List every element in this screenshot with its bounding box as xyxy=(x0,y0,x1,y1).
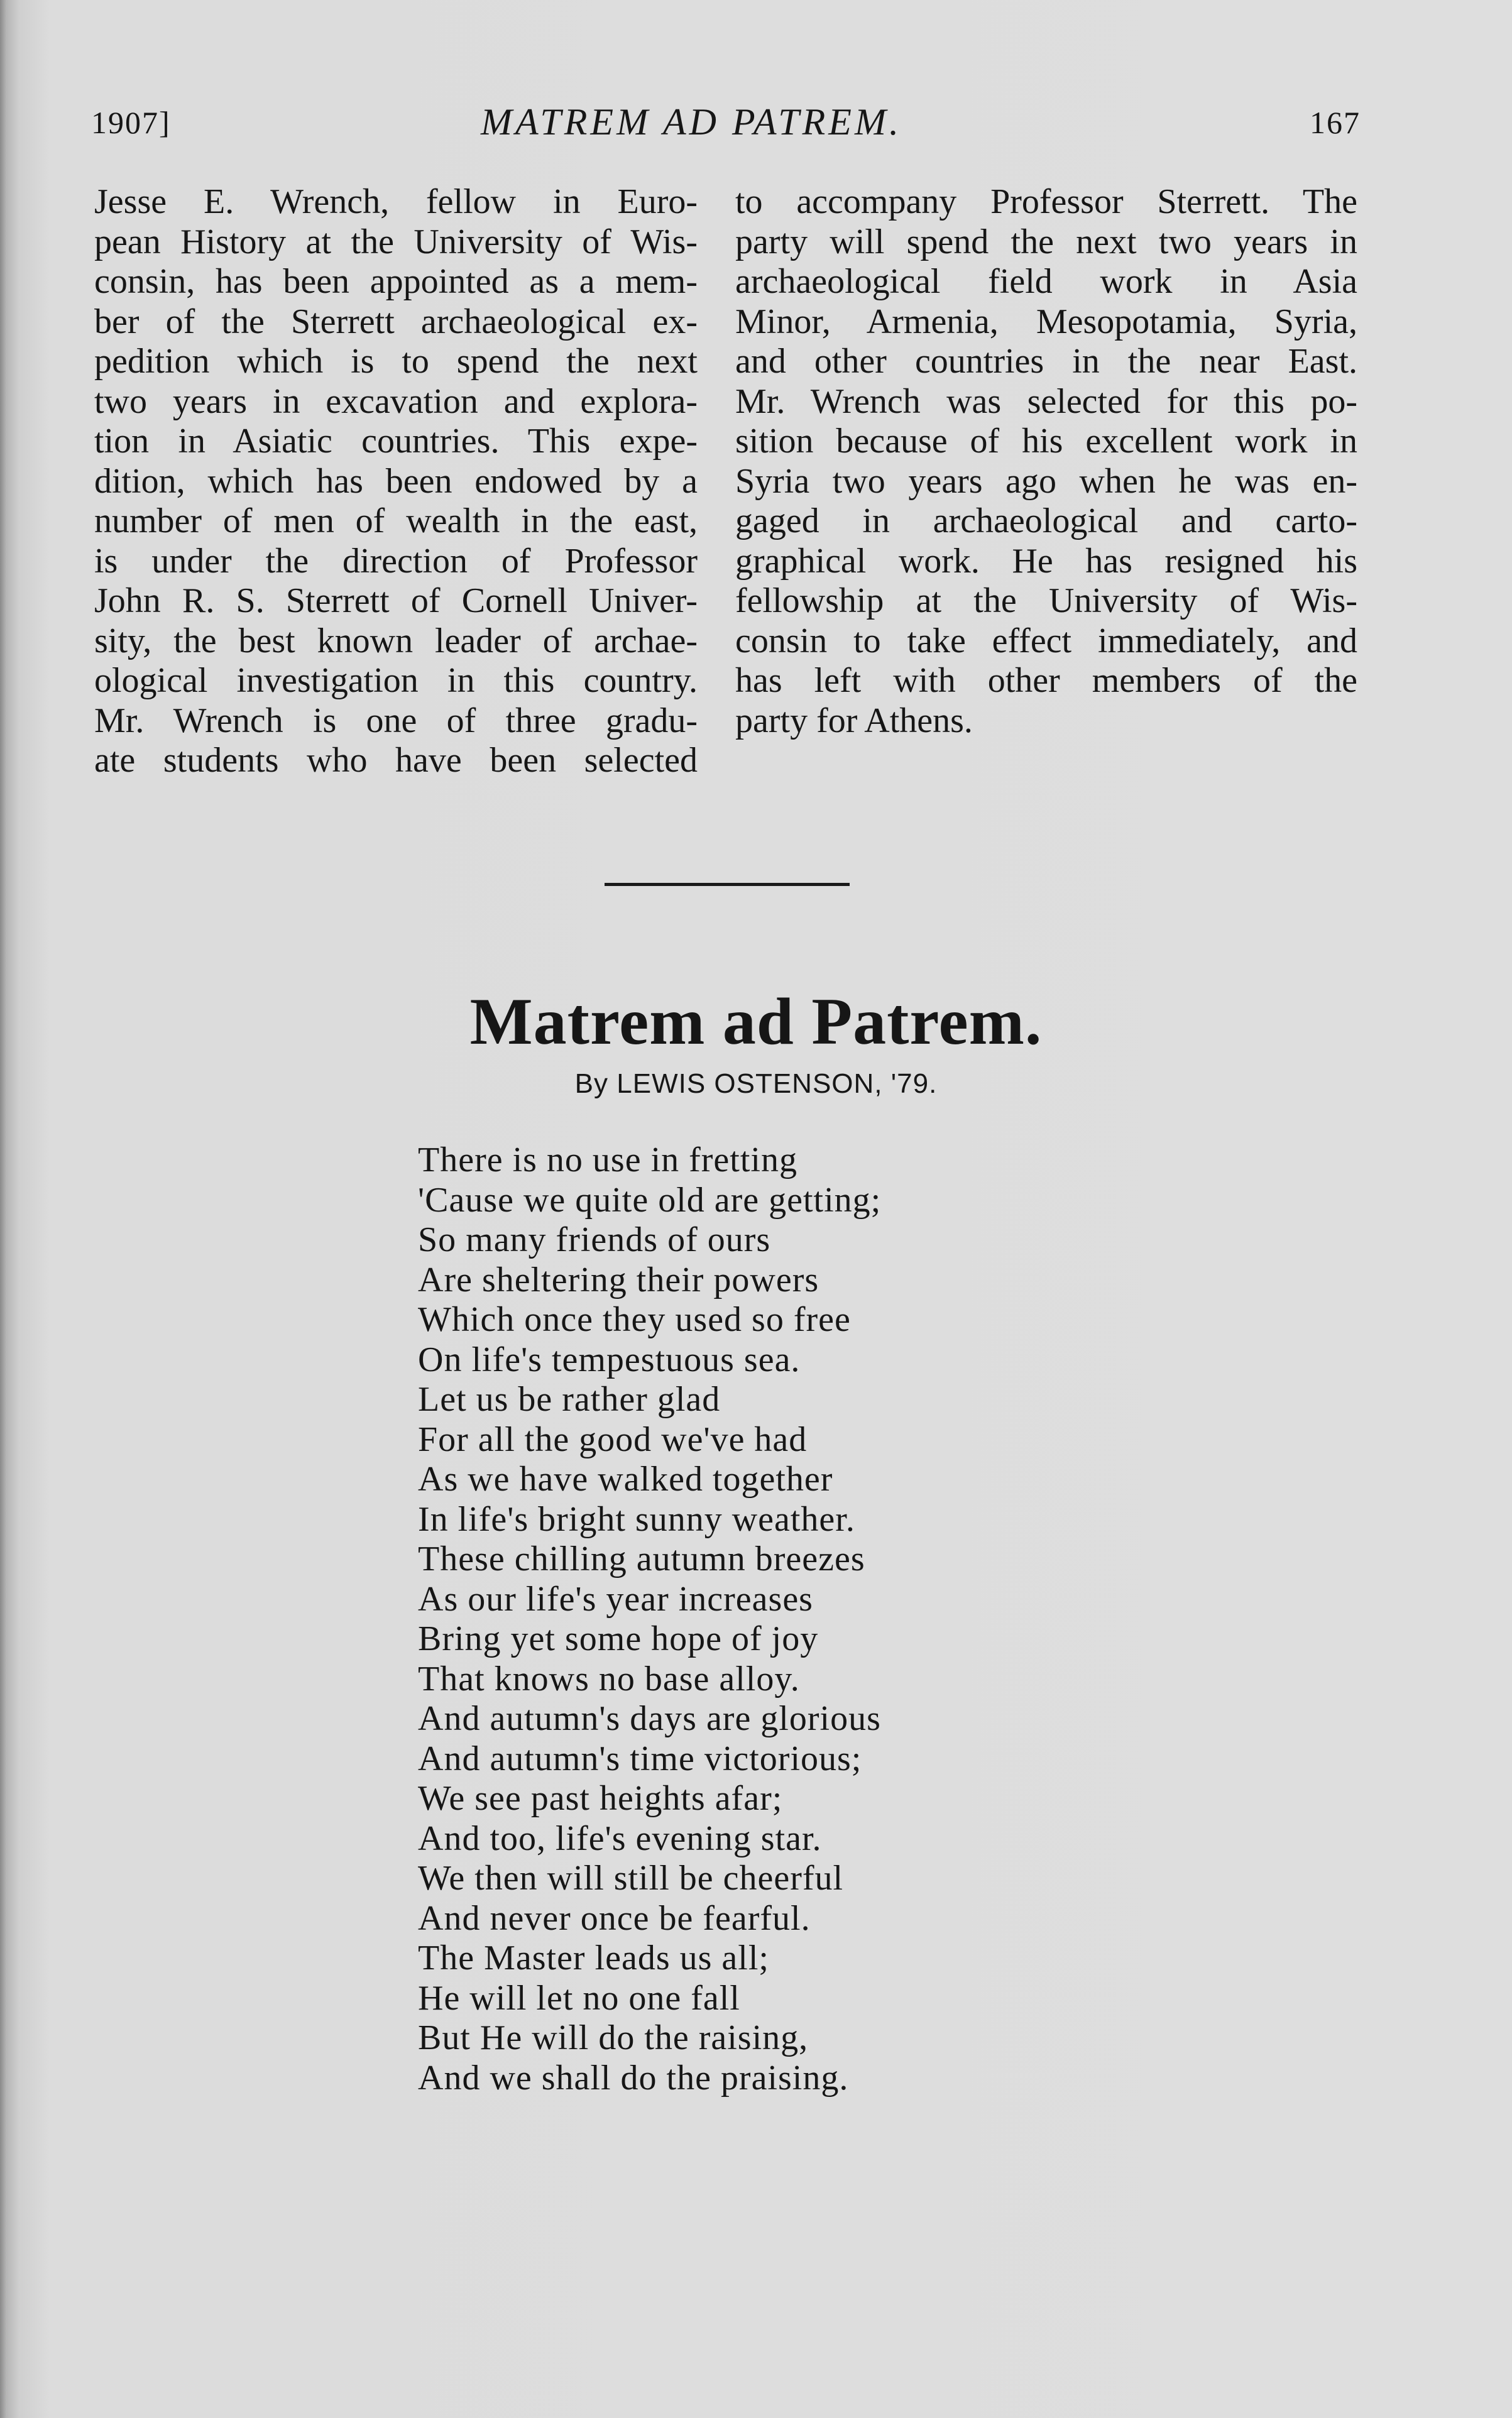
poem-line: Which once they used so free xyxy=(418,1300,851,1339)
article-line: Syria two years ago when he was en- xyxy=(735,461,1357,501)
article-line: gaged in archaeological and carto- xyxy=(735,501,1357,540)
poem-line: So many friends of ours xyxy=(418,1220,771,1259)
running-header xyxy=(91,94,1361,145)
article-line: sity, the best known leader of archae- xyxy=(94,621,698,660)
article-line: ate students who have been selected xyxy=(94,741,698,780)
article-line: John R. S. Sterrett of Cornell Univer- xyxy=(94,581,698,620)
article-line: Mr. Wrench was selected for this po- xyxy=(735,381,1357,421)
poem-byline: By LEWIS OSTENSON, '79. xyxy=(574,1068,938,1099)
page-number: 167 xyxy=(1310,105,1361,140)
article-line: dition, which has been endowed by a xyxy=(94,461,698,501)
poem-line: These chilling autumn breezes xyxy=(418,1540,865,1578)
article-line: tion in Asiatic countries. This expe- xyxy=(94,422,698,461)
article-line: Jesse E. Wrench, fellow in Euro- xyxy=(94,182,698,221)
poem-line: As we have walked together xyxy=(418,1460,833,1499)
article-right-column xyxy=(735,182,1357,741)
poem-line: And too, life's evening star. xyxy=(418,1819,822,1858)
article-line: Mr. Wrench is one of three gradu- xyxy=(94,701,698,740)
poem-line: And autumn's days are glorious xyxy=(418,1699,881,1738)
header-year: 1907] xyxy=(91,105,171,140)
section-divider xyxy=(605,883,850,886)
article-line: graphical work. He has resigned his xyxy=(735,541,1357,581)
article-line: pean History at the University of Wis- xyxy=(94,222,698,261)
article-line: ber of the Sterrett archaeological ex- xyxy=(94,302,698,341)
article-line: sition because of his excellent work in xyxy=(735,422,1357,461)
article-line: party for Athens. xyxy=(735,701,973,740)
article-left-column xyxy=(94,182,698,781)
article-line: Minor, Armenia, Mesopotamia, Syria, xyxy=(735,302,1357,341)
poem-line: And autumn's time victorious; xyxy=(418,1739,862,1778)
poem-line: Let us be rather glad xyxy=(418,1380,721,1419)
article-line: and other countries in the near East. xyxy=(735,342,1357,381)
article-line: is under the direction of Professor xyxy=(94,541,698,581)
article-line: consin to take effect immediately, and xyxy=(735,621,1357,660)
poem-line: As our life's year increases xyxy=(418,1579,813,1619)
article-line: pedition which is to spend the next xyxy=(94,342,698,381)
poem-line: But He will do the raising, xyxy=(418,2018,809,2057)
poem-line: That knows no base alloy. xyxy=(418,1659,800,1699)
poem-line: For all the good we've had xyxy=(418,1420,808,1459)
article-line: number of men of wealth in the east, xyxy=(94,501,698,540)
poem-line: And we shall do the praising. xyxy=(418,2058,849,2098)
article-line: ological investigation in this country. xyxy=(94,661,698,700)
poem-title: Matrem ad Patrem. xyxy=(469,985,1043,1058)
article-line: has left with other members of the xyxy=(735,661,1357,700)
poem-line: On life's tempestuous sea. xyxy=(418,1340,801,1379)
poem-line: And never once be fearful. xyxy=(418,1898,811,1938)
poem-line: 'Cause we quite old are getting; xyxy=(418,1180,882,1220)
article-line: to accompany Professor Sterrett. The xyxy=(735,182,1357,221)
header-running-title: MATREM AD PATREM. xyxy=(481,101,902,143)
poem-line: The Master leads us all; xyxy=(418,1939,769,1978)
article-line: consin, has been appointed as a mem- xyxy=(94,262,698,301)
poem-line: Bring yet some hope of joy xyxy=(418,1619,819,1658)
poem-line: We see past heights afar; xyxy=(418,1779,783,1818)
article-line: party will spend the next two years in xyxy=(735,222,1357,261)
article-line: fellowship at the University of Wis- xyxy=(735,581,1357,620)
poem-line: We then will still be cheerful xyxy=(418,1859,844,1898)
poem-line: Are sheltering their powers xyxy=(418,1260,819,1299)
poem-line: There is no use in fretting xyxy=(418,1141,797,1179)
article-line: archaeological field work in Asia xyxy=(735,262,1357,301)
poem-line: In life's bright sunny weather. xyxy=(418,1499,855,1539)
article-line: two years in excavation and explora- xyxy=(94,381,698,421)
poem-line: He will let no one fall xyxy=(418,1978,740,2018)
poem-body xyxy=(418,1141,1046,2098)
